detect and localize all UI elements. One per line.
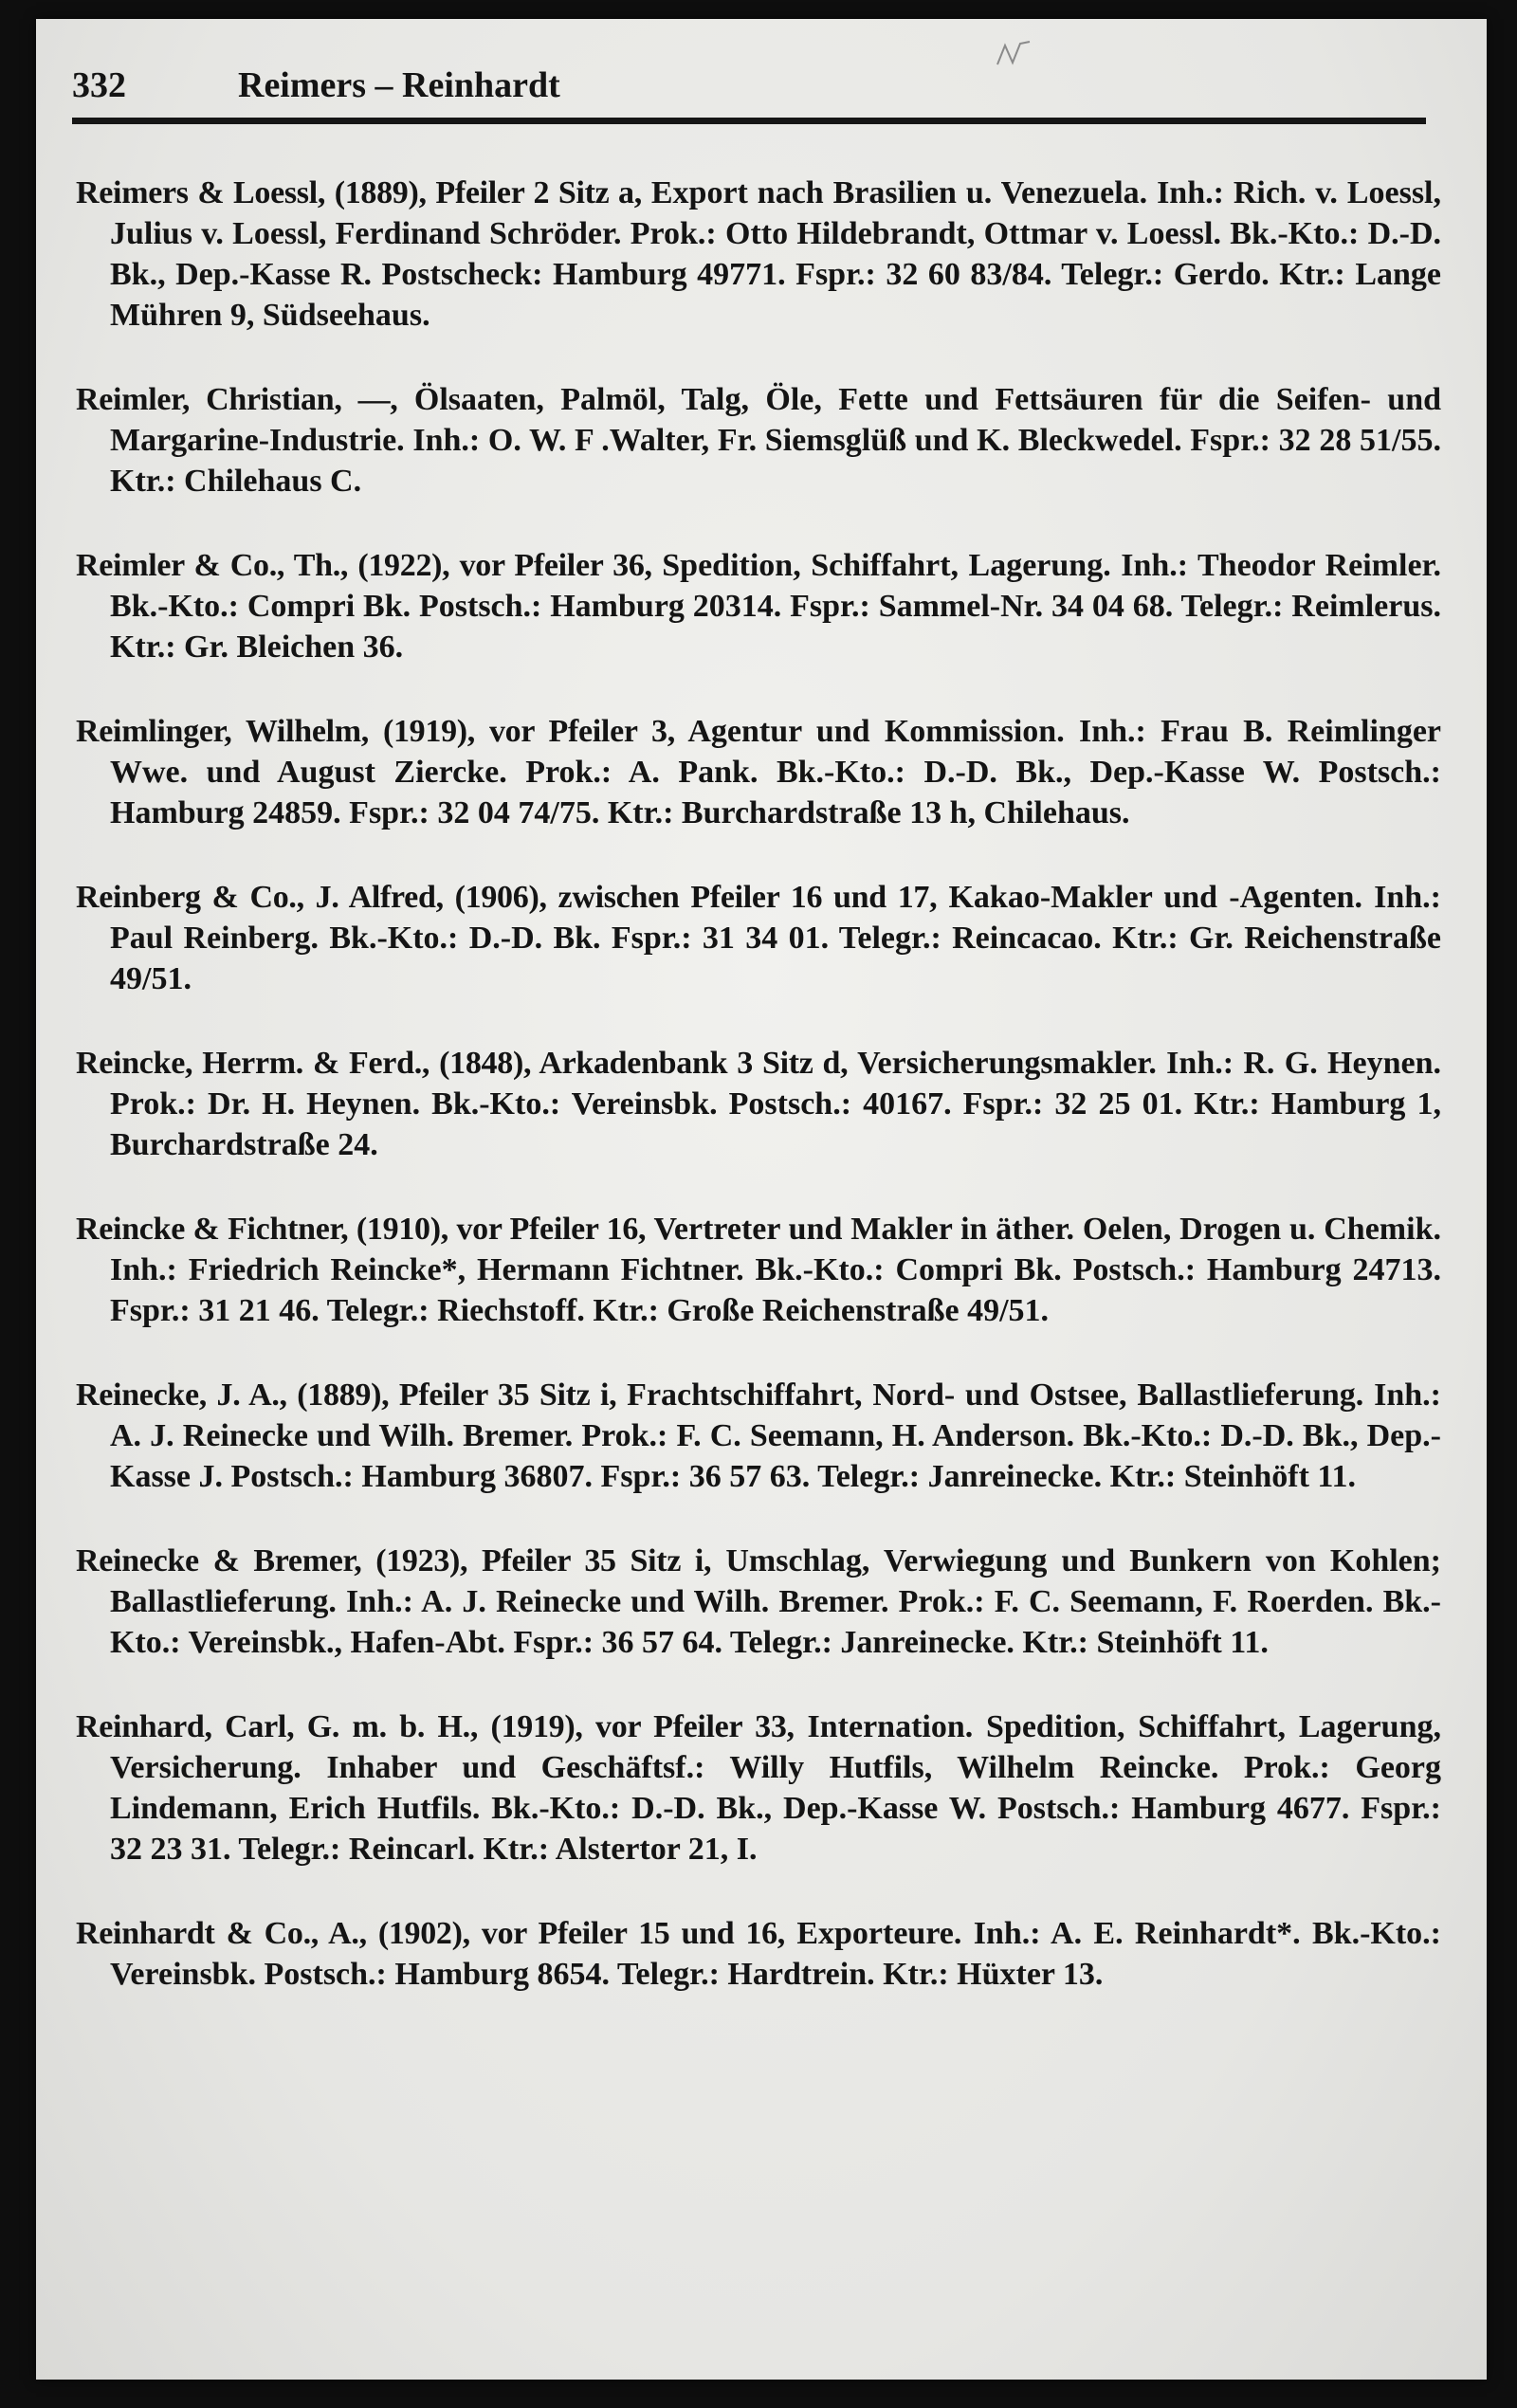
directory-entry xyxy=(76,1541,1441,1663)
entry-body: Exporteure. Inh.: A. E. Reinhardt*. Bk.-Kto.: Vereinsbk. Postsch.: Hamburg 8654. Telegr.: Hardtrein. Ktr.: Hüxter 13. xyxy=(110,1916,1442,1992)
entry-name: Reimlinger, Wilhelm, (1919), vor Pfeiler 3, xyxy=(76,714,675,749)
entry-body: Frachtschiffahrt, Nord- und Ostsee, Ballastlieferung. Inh.: A. J. Reinecke und Wilh. Bremer. Prok.: F. C. Seemann, H. Anderson. Bk.-Kto.: D.-D. Bk., Dep.-Kasse J. Postsch.: Hamburg 36807. Fspr.: 36 57 63. Telegr.: Janreinecke. Ktr.: Steinhöft 11. xyxy=(110,1377,1441,1494)
entry-body: Agentur und Kommission. Inh.: Frau B. Reimlinger Wwe. und August Ziercke. Prok.: A. Pank. Bk.-Kto.: D.-D. Bk., Dep.-Kasse W. Postsch.: Hamburg 24859. Fspr.: 32 04 74/75. Ktr.: Burchardstraße 13 h, Chilehaus. xyxy=(110,714,1442,830)
header-rule xyxy=(72,118,1426,124)
entry-body: Kakao-Makler und -Agenten. Inh.: Paul Reinberg. Bk.-Kto.: D.-D. Bk. Fspr.: 31 34 01. Telegr.: Reincacao. Ktr.: Gr. Reichenstraße 49/51. xyxy=(110,880,1441,996)
entry-body: Versicherungsmakler. Inh.: R. G. Heynen. Prok.: Dr. H. Heynen. Bk.-Kto.: Vereinsbk. Postsch.: 40167. Fspr.: 32 25 01. Ktr.: Hamburg 1, Burchardstraße 24. xyxy=(110,1046,1441,1162)
entry-name: Reinhardt & Co., A., (1902), vor Pfeiler 15 und 16, xyxy=(76,1916,785,1951)
entry-body: Spedition, Schiffahrt, Lagerung. Inh.: Theodor Reimler. Bk.-Kto.: Compri Bk. Postsch.: Hamburg 20314. Fspr.: Sammel-Nr. 34 04 68. Telegr.: Reimlerus. Ktr.: Gr. Bleichen 36. xyxy=(110,548,1441,665)
document-page xyxy=(36,19,1487,2380)
directory-entries xyxy=(76,173,1441,2038)
entry-body: Ölsaaten, Palmöl, Talg, Öle, Fette und Fettsäuren für die Seifen- und Margarine-Industrie. Inh.: O. W. F .Walter, Fr. Siemsglüß und K. Bleckwedel. Fspr.: 32 28 51/55. Ktr.: Chilehaus C. xyxy=(110,382,1442,499)
entry-name: Reimler, Christian, —, xyxy=(76,382,398,417)
entry-name: Reimler & Co., Th., (1922), vor Pfeiler 36, xyxy=(76,548,652,583)
entry-name: Reimers & Loessl, (1889), Pfeiler 2 Sitz a, xyxy=(76,175,642,210)
page-header xyxy=(72,57,1428,114)
page-number: 332 xyxy=(72,65,126,105)
directory-entry xyxy=(76,545,1441,667)
directory-entry xyxy=(76,1913,1441,1995)
entry-body: Vertreter und Makler in äther. Oelen, Drogen u. Chemik. Inh.: Friedrich Reincke*, Hermann Fichtner. Bk.-Kto.: Compri Bk. Postsch.: Hamburg 24713. Fspr.: 31 21 46. Telegr.: Riechstoff. Ktr.: Große Reichenstraße 49/51. xyxy=(110,1212,1441,1328)
directory-entry xyxy=(76,379,1441,502)
entry-body: Umschlag, Verwiegung und Bunkern von Kohlen; Ballastlieferung. Inh.: A. J. Reinecke und Wilh. Bremer. Prok.: F. C. Seemann, F. Roerden. Bk.-Kto.: Vereinsbk., Hafen-Abt. Fspr.: 36 57 64. Telegr.: Janreinecke. Ktr.: Steinhöft 11. xyxy=(110,1543,1441,1660)
entry-name: Reinberg & Co., J. Alfred, (1906), zwischen Pfeiler 16 und 17, xyxy=(76,880,938,915)
directory-entry xyxy=(76,877,1441,999)
entry-name: Reincke & Fichtner, (1910), vor Pfeiler 16, xyxy=(76,1212,647,1247)
directory-entry xyxy=(76,1043,1441,1165)
entry-body: Internation. Spedition, Schiffahrt, Lagerung, Versicherung. Inhaber und Geschäftsf.: Willy Hutfils, Wilhelm Reincke. Prok.: Georg Lindemann, Erich Hutfils. Bk.-Kto.: D.-D. Bk., Dep.-Kasse W. Postsch.: Hamburg 4677. Fspr.: 32 23 31. Telegr.: Reincarl. Ktr.: Alstertor 21, I. xyxy=(110,1709,1442,1867)
directory-entry xyxy=(76,1706,1441,1870)
directory-entry xyxy=(76,1209,1441,1331)
running-head: Reimers – Reinhardt xyxy=(238,65,560,105)
entry-name: Reinhard, Carl, G. m. b. H., (1919), vor Pfeiler 33, xyxy=(76,1709,795,1744)
entry-name: Reinecke, J. A., (1889), Pfeiler 35 Sitz i, xyxy=(76,1377,617,1413)
entry-body: Export nach Brasilien u. Venezuela. Inh.: Rich. v. Loessl, Julius v. Loessl, Ferdinand Schröder. Prok.: Otto Hildebrandt, Ottmar v. Loessl. Bk.-Kto.: D.-D. Bk., Dep.-Kasse R. Postscheck: Hamburg 49771. Fspr.: 32 60 83/84. Telegr.: Gerdo. Ktr.: Lange Mühren 9, Südseehaus. xyxy=(110,175,1442,333)
directory-entry xyxy=(76,1375,1441,1497)
directory-entry xyxy=(76,173,1441,336)
entry-name: Reinecke & Bremer, (1923), Pfeiler 35 Sitz i, xyxy=(76,1543,712,1578)
directory-entry xyxy=(76,711,1441,833)
entry-name: Reincke, Herrm. & Ferd., (1848), Arkadenbank 3 Sitz d, xyxy=(76,1046,849,1081)
